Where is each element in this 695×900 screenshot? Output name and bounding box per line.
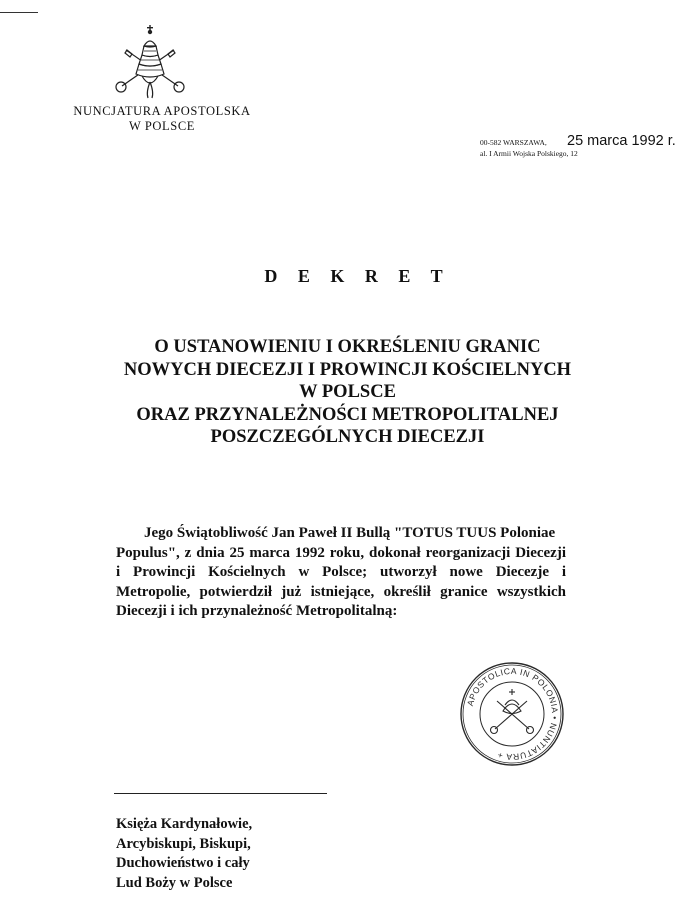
document-type-heading: D E K R E T	[264, 266, 451, 286]
addressee-line: Arcybiskupi, Biskupi,	[116, 835, 251, 852]
body-paragraph	[116, 524, 566, 622]
subject-line: O USTANOWIENIU I OKREŚLENIU GRANIC	[154, 337, 541, 357]
subject-line: W POLSCE	[299, 382, 396, 402]
addressee-line: Duchowieństwo i cały	[116, 855, 250, 871]
body-line: Diecezji i ich przynależność Metropolitalną:	[116, 603, 398, 619]
papal-crest-icon	[112, 20, 188, 102]
address-city: 00-582 WARSZAWA,	[480, 138, 547, 147]
corner-mark	[0, 12, 38, 13]
signature-divider	[114, 793, 327, 794]
subject-line: ORAZ PRZYNALEŻNOŚCI METROPOLITALNEJ	[136, 404, 559, 425]
body-line: i Prowincji Kościelnych w Polsce; utworzył nowe Diecezje i	[116, 564, 566, 580]
address-street: al. I Armii Wojska Polskiego, 12	[480, 149, 578, 158]
svg-text:APOSTOLICA IN POLONIA • NUNTIA: APOSTOLICA IN POLONIA • NUNTIATURA +	[464, 665, 561, 763]
subject-line: POSZCZEGÓLNYCH DIECEZJI	[210, 427, 485, 447]
body-line: Jego Świątobliwość Jan Paweł II Bullą "TOTUS TUUS Poloniae	[144, 525, 556, 541]
issuer-name-line1: NUNCJATURA APOSTOLSKA	[73, 104, 251, 118]
nunciature-seal-icon	[459, 661, 565, 767]
body-line: Populus", z dnia 25 marca 1992 roku, dokonał reorganizacji Diecezji	[116, 544, 566, 561]
issuer-name-line2: W POLSCE	[128, 119, 196, 133]
body-line: Metropolie, potwierdził już istniejące, określił granice wszystkich	[116, 583, 566, 600]
issuer-name	[62, 104, 262, 134]
addressee-line: Lud Boży w Polsce	[116, 874, 233, 891]
addressees-block	[116, 815, 252, 893]
issuer-address	[480, 137, 578, 159]
subject-line: NOWYCH DIECEZJI I PROWINCJI KOŚCIELNYCH	[123, 359, 572, 380]
document-subject	[0, 336, 695, 449]
addressee-line: Księża Kardynałowie,	[116, 816, 253, 832]
document-date: 25 marca 1992 r.	[567, 133, 676, 149]
